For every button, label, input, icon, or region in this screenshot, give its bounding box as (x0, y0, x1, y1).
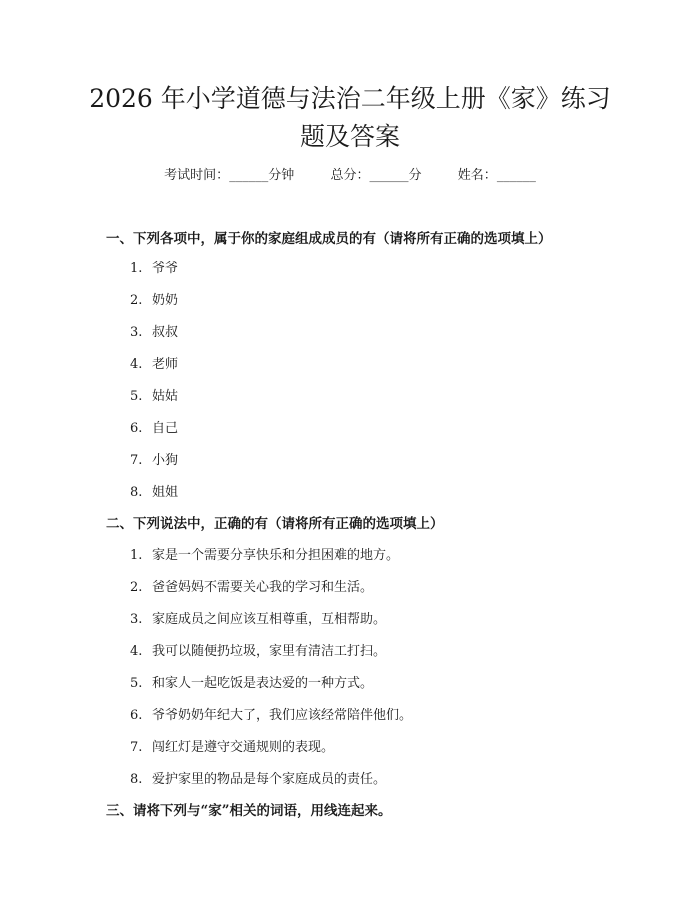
list-item (130, 451, 178, 471)
list-item (130, 578, 373, 598)
item-text: 家庭成员之间应该互相尊重，互相帮助。 (152, 612, 387, 627)
item-number: 6. (130, 421, 143, 436)
item-number: 3. (130, 612, 143, 627)
item-number: 3. (130, 325, 143, 340)
item-text: 闯红灯是遵守交通规则的表现。 (152, 740, 335, 755)
item-text: 奶奶 (152, 293, 179, 308)
document-title: 2026 年小学道德与法治二年级上册《家》练习题及答案 (89, 84, 611, 151)
item-number: 8. (130, 485, 143, 500)
section-3-heading: 三、请将下列与“家”相关的词语，用线连起来。 (106, 803, 392, 819)
exam-time-unit: 分钟 (268, 168, 295, 183)
item-number: 8. (130, 772, 143, 787)
list-item (130, 291, 178, 311)
exam-time-label: 考试时间： (164, 168, 230, 183)
student-name-blank: ______ (496, 168, 536, 183)
exam-time-field (164, 166, 294, 186)
item-number: 5. (130, 389, 143, 404)
item-number: 1. (130, 548, 143, 563)
item-number: 6. (130, 708, 143, 723)
student-name-field (458, 166, 536, 186)
list-item (130, 387, 178, 407)
section-2-heading: 二、下列说法中，正确的有（请将所有正确的选项填上） (106, 516, 444, 532)
exam-info-line (0, 166, 700, 186)
item-text: 叔叔 (152, 325, 179, 340)
list-item (130, 419, 178, 439)
item-text: 爷爷 (152, 261, 179, 276)
total-score-blank: ______ (369, 168, 409, 183)
item-number: 2. (130, 293, 143, 308)
list-item (130, 355, 178, 375)
list-item (130, 259, 178, 279)
list-item (130, 738, 334, 758)
item-text: 爸爸妈妈不需要关心我的学习和生活。 (152, 580, 374, 595)
list-item (130, 770, 386, 790)
item-text: 家是一个需要分享快乐和分担困难的地方。 (152, 548, 400, 563)
list-item (130, 642, 386, 662)
list-item (130, 706, 412, 726)
student-name-label: 姓名： (457, 168, 497, 183)
item-text: 小狗 (152, 453, 179, 468)
total-score-unit: 分 (408, 168, 422, 183)
list-item (130, 610, 386, 630)
item-text: 我可以随便扔垃圾，家里有清洁工打扫。 (152, 644, 387, 659)
item-text: 姑姑 (152, 389, 179, 404)
item-text: 爱护家里的物品是每个家庭成员的责任。 (152, 772, 387, 787)
item-number: 4. (130, 357, 143, 372)
item-number: 2. (130, 580, 143, 595)
item-number: 7. (130, 453, 143, 468)
exam-time-blank: ______ (229, 168, 269, 183)
item-number: 4. (130, 644, 143, 659)
total-score-field (330, 166, 421, 186)
item-text: 和家人一起吃饭是表达爱的一种方式。 (152, 676, 374, 691)
item-text: 爷爷奶奶年纪大了，我们应该经常陪伴他们。 (152, 708, 413, 723)
section-1-heading: 一、下列各项中，属于你的家庭组成成员的有（请将所有正确的选项填上） (106, 231, 552, 247)
item-text: 自己 (152, 421, 179, 436)
item-number: 1. (130, 261, 143, 276)
list-item (130, 483, 178, 503)
list-item (130, 674, 373, 694)
list-item (130, 323, 178, 343)
item-text: 老师 (152, 357, 179, 372)
list-item (130, 546, 399, 566)
item-number: 5. (130, 676, 143, 691)
item-number: 7. (130, 740, 143, 755)
item-text: 姐姐 (152, 485, 179, 500)
total-score-label: 总分： (330, 168, 370, 183)
